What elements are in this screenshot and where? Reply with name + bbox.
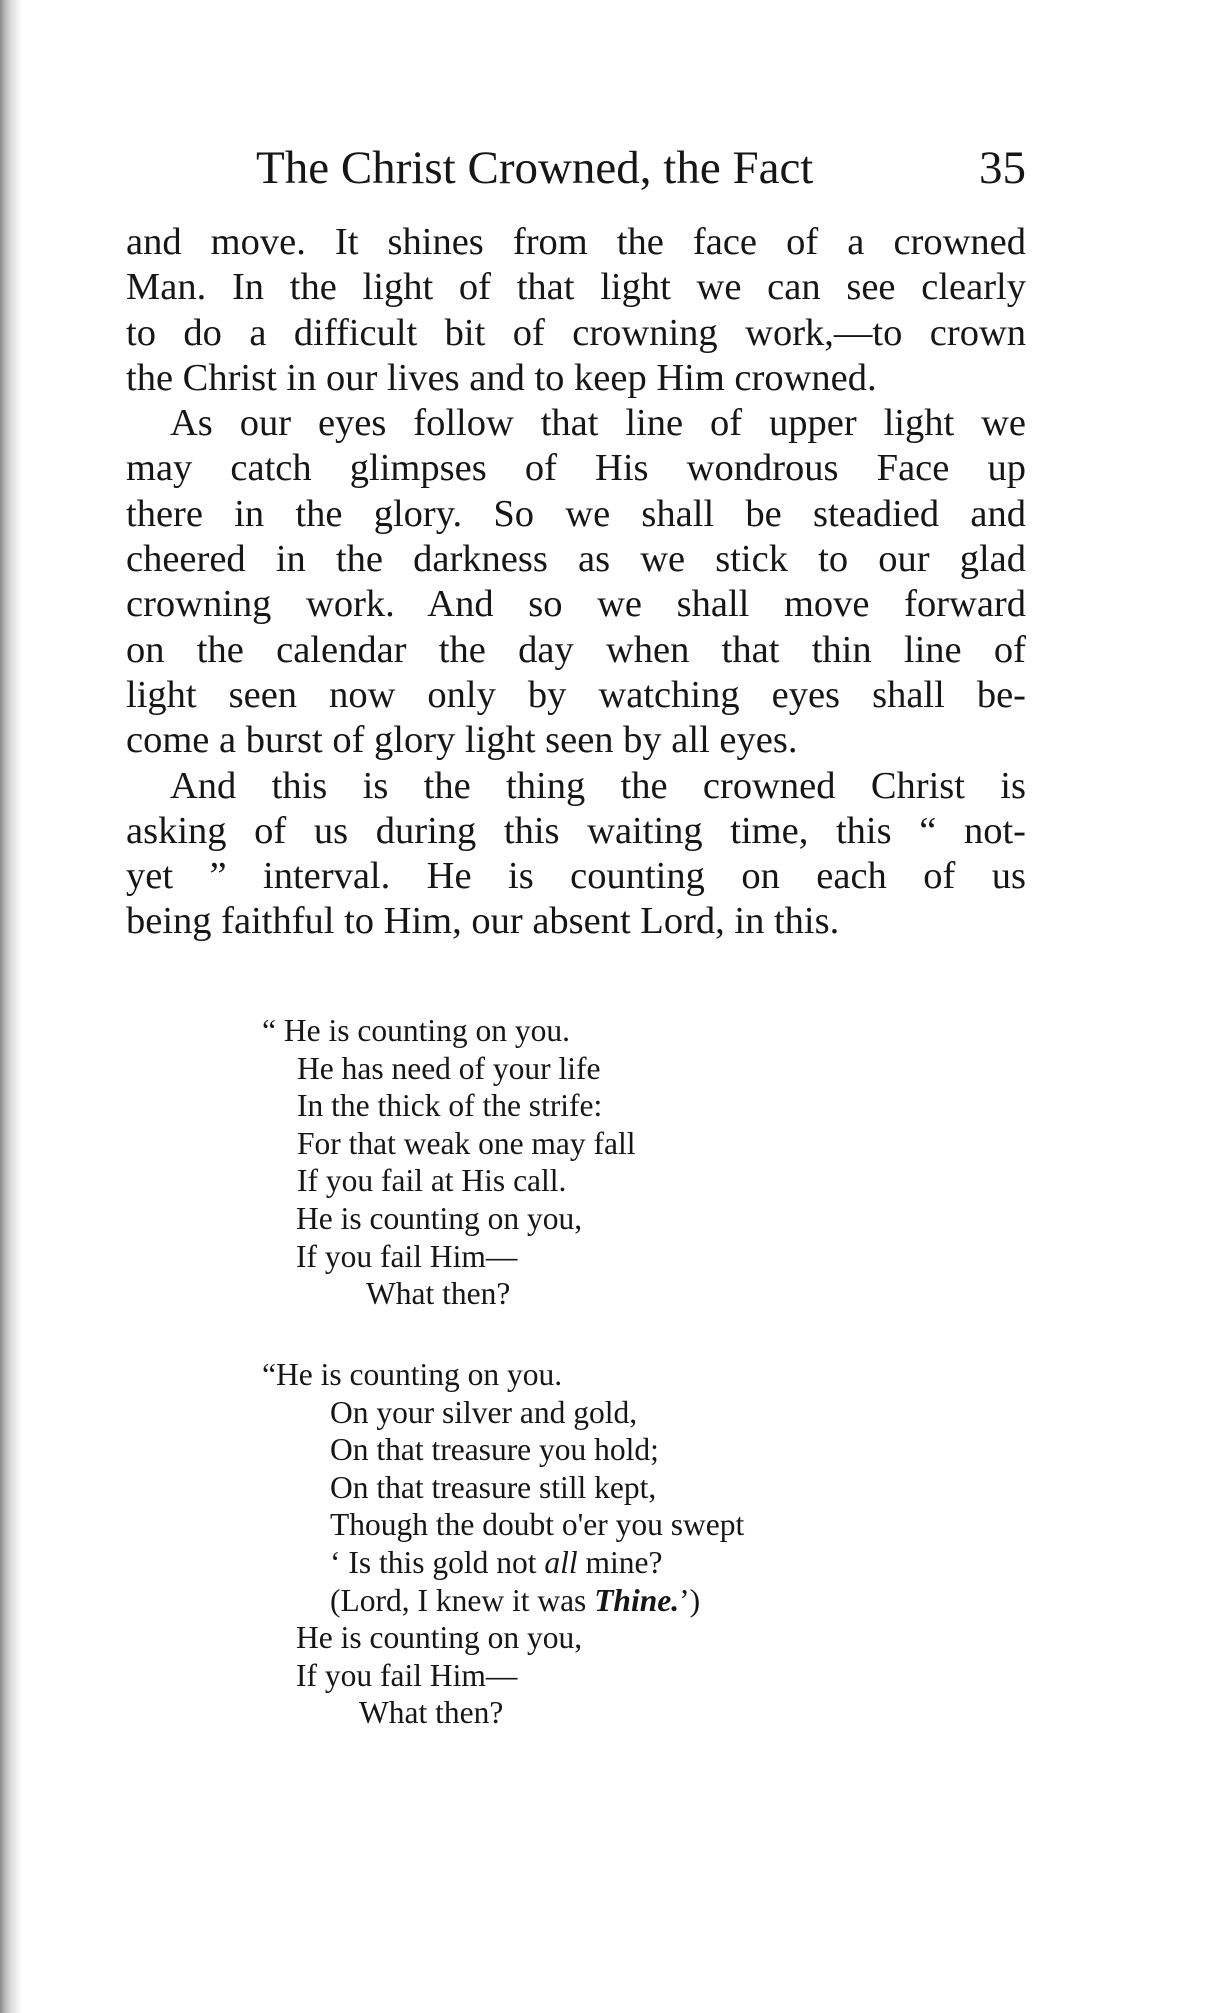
poem-line: For that weak one may fall	[297, 1125, 636, 1161]
text-line: asking of us during this waiting time, this “ not-	[126, 809, 1026, 852]
poem-line: On that treasure still kept,	[330, 1469, 657, 1505]
text-line: cheered in the darkness as we stick to our glad	[126, 538, 1026, 581]
poem-line: What then?	[359, 1695, 504, 1731]
text-line: As our eyes follow that line of upper light we	[170, 402, 1026, 445]
text-line: being faithful to Him, our absent Lord, in this.	[126, 900, 840, 943]
poem-line: In the thick of the strife:	[297, 1088, 603, 1124]
poem-text: mine?	[577, 1544, 663, 1580]
poem-line	[262, 1544, 902, 1582]
poem-emphasis: Thine.	[594, 1582, 680, 1618]
poem-line	[262, 1582, 902, 1620]
poem-text: ‘ Is this gold not	[330, 1544, 545, 1580]
poem-stanza-1	[262, 1012, 902, 1313]
poem-line: If you fail Him—	[296, 1657, 518, 1693]
text-line: And this is the thing the crowned Christ is	[170, 764, 1026, 807]
text-line: come a burst of glory light seen by all eyes.	[126, 719, 798, 762]
text-line: to do a difficult bit of crowning work,—to crown	[126, 311, 1026, 354]
poem-line: Though the doubt o'er you swept	[330, 1507, 745, 1543]
chapter-title: The Christ Crowned, the Fact	[256, 142, 814, 194]
body-text	[126, 220, 1026, 945]
text-line: the Christ in our lives and to keep Him crowned.	[126, 356, 877, 399]
poem-line: If you fail at His call.	[297, 1163, 567, 1199]
text-line: and move. It shines from the face of a crowned	[126, 221, 1026, 263]
poem-text: (Lord, I knew it was	[330, 1582, 595, 1618]
poem-line: He is counting on you,	[296, 1200, 583, 1236]
text-line: may catch glimpses of His wondrous Face up	[126, 447, 1026, 490]
text-line: yet ” interval. He is counting on each of us	[126, 855, 1026, 898]
poem-line: On that treasure you hold;	[330, 1432, 659, 1468]
text-line: there in the glory. So we shall be steadied and	[126, 492, 1026, 535]
text-line: light seen now only by watching eyes shall be-	[126, 673, 1026, 716]
poem-line: “He is counting on you.	[262, 1357, 563, 1392]
text-line: crowning work. And so we shall move forward	[126, 583, 1026, 626]
text-line: Man. In the light of that light we can see clearly	[126, 266, 1026, 309]
paragraph-2	[126, 401, 1026, 763]
poem-line: What then?	[366, 1276, 511, 1312]
text-line: on the calendar the day when that thin line of	[126, 628, 1026, 671]
poem-line: “ He is counting on you.	[262, 1013, 570, 1048]
poem-emphasis: all	[544, 1544, 578, 1580]
paragraph-3	[126, 764, 1026, 945]
poem-line: He has need of your life	[297, 1050, 601, 1086]
page-number: 35	[979, 142, 1026, 194]
paragraph-1	[126, 220, 1026, 401]
poem-line: He is counting on you,	[296, 1620, 583, 1656]
poem-stanza-2	[262, 1356, 902, 1732]
poem-line: On your silver and gold,	[330, 1394, 638, 1430]
poem-text: ’)	[679, 1582, 701, 1618]
poem-line: If you fail Him—	[296, 1238, 518, 1274]
